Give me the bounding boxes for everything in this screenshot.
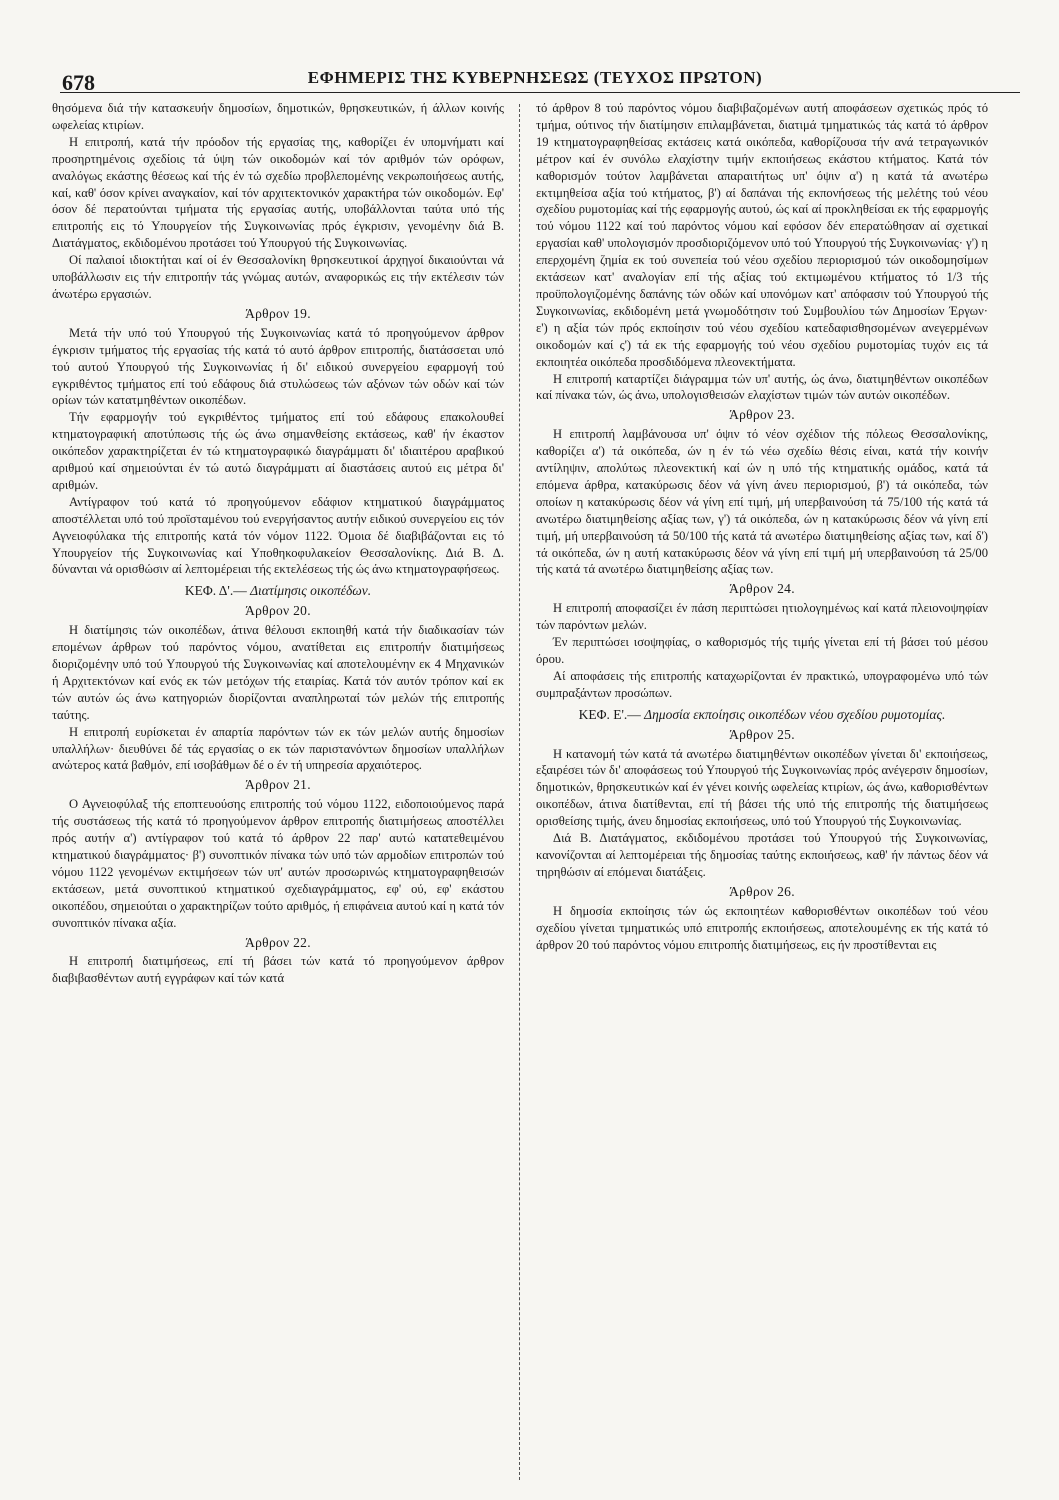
article-heading: Άρθρον 22.: [245, 934, 311, 950]
paragraph: Ο Αγνειοφύλαξ τής εποπτευούσης επιτροπής τού νόμου 1122, ειδοποιούμενος παρά τής συστάσεως τής κατά τό προηγούμενον άρθρον επιτροπής διατιμήσεως αποστέλλει πρός αυτήν α') αντίγραφον τού κατά τό άρθρον 22 παρ' αυτώ κατατεθειμένου κτηματικού διαγράμματος· β') συνοπτικόν πίνακα τών υπό τών αρμοδίων επιτροπών τού νόμου 1122 γενομένων εκτιμήσεων τών υπ' αυτών προσωρινώς κτηματογραφηθεισών εκτάσεων, μετά συνοπτικού κτηματικού σχεδιαγράμματος, εφ' ού, εφ' εκάστου οικοπέδου, σημειούται ο χαρακτηρίζων τούτο αριθμός, ή επιφάνεια αυτού καί η κατά τόν συνοπτικόν πίνακα αξία.: [52, 797, 504, 930]
left-column: [52, 100, 504, 1485]
paragraph: Η διατίμησις τών οικοπέδων, άτινα θέλουσι εκποιηθή κατά τήν διαδικασίαν τών επομένων άρθρων τού παρόντος νόμου, ανατίθεται εις επιτροπήν διατιμήσεως διοριζομένην υπό τού Υπουργού τής Συγκοινωνίας καί αποτελουμένην εκ 4 Μηχανικών ή Αρχιτεκτόνων καί ενός εκ τών μετόχων τής εταιρίας. Κατά τόν αυτόν τρόπον καί εκ τών αυτών ώς άνω κατηγοριών διορίζονται αναπληρωταί τών μελών τής επιτροπής ταύτης.: [52, 623, 504, 722]
paragraph: Η επιτροπή καταρτίζει διάγραμμα τών υπ' αυτής, ώς άνω, διατιμηθέντων οικοπέδων καί πίνακα τών, ώς άνω, υπολογισθεισών ελαχίστων τιμών τών αυτών οικοπέδων.: [536, 371, 988, 403]
paragraph: θησόμενα διά τήν κατασκευήν δημοσίων, δημοτικών, θρησκευτικών, ή άλλων κοινής ωφελείας κτιρίων.: [52, 101, 504, 132]
paragraph: Η κατανομή τών κατά τά ανωτέρω διατιμηθέντων οικοπέδων γίνεται δι' εκποιήσεως, εξαιρέσει τών δι' αποφάσεως τού Υπουργού τής Συγκοινωνίας πρός ανέγερσιν δημοσίων, δημοτικών, θρησκευτικών καί έν γένει κοινής ωφελείας κτιρίων, ώς άνω, καθορισθέντων οικοπέδων, άτινα διατίθενται, επί τή βάσει τής υπό τής επιτροπής τής διατιμήσεως ορισθείσης τιμής, άνευ δημοσίας εκποιήσεως, υπό τού Υπουργού τής Συγκοινωνίας.: [536, 746, 988, 829]
paragraph: Έν περιπτώσει ισοψηφίας, ο καθορισμός τής τιμής γίνεται επί τή βάσει τού μέσου όρου.: [536, 635, 988, 666]
article-heading: Άρθρον 21.: [245, 777, 311, 793]
paragraph: Διά Β. Διατάγματος, εκδιδομένου προτάσει τού Υπουργού τής Συγκοινωνίας, κανονίζονται αί λεπτομέρειαι τής δημοσίας ταύτης εκποιήσεως, καθ' ήν πάντως δέον νά τηρηθώσιν αί επόμεναι διατάξεις.: [536, 831, 988, 879]
paragraph: Αντίγραφον τού κατά τό προηγούμενον εδάφιον κτηματικού διαγράμματος αποστέλλεται υπό τού προϊσταμένου τού ενεργήσαντος αυτήν ειδικού συνεργείου εις τόν Αγνειοφύλακα τής επιτροπής κατά τόν νόμον 1122. Όμοια δέ διαβιβάζονται εις τό Υπουργείον τής Συγκοινωνίας καί Υποθηκοφυλακείον Θεσσαλονίκης. Διά Β. Δ. δύνανται νά ορισθώσιν αί λεπτομέρειαι τής εκτελέσεως τής ώς άνω κτηματογραφήσεως.: [52, 494, 504, 577]
chapter-title: Δημοσία εκποίησις οικοπέδων νέου σχεδίου ρυμοτομίας.: [644, 706, 946, 722]
article-heading: Άρθρον 19.: [245, 305, 311, 321]
chapter-label: ΚΕΦ. Δ'.—: [184, 583, 247, 599]
chapter-title: Διατίμησις οικοπέδων.: [250, 583, 372, 599]
chapter-heading: [52, 583, 504, 600]
paragraph: Η επιτροπή λαμβάνουσα υπ' όψιν τό νέον σχέδιον τής πόλεως Θεσσαλονίκης, καθορίζει α') τά οικόπεδα, ών η έν τώ νέω σχεδίω θέσις είναι, κατά τήν κοινήν αντίληψιν, απολύτως πλεονεκτική καί ών η υπό τής κτηματικής ομάδος, κατά τά επόμενα άρθρα, κατακύρωσις δέον νά γίνη άνευ περιορισμού, β') τά οικόπεδα, τών οποίων η κατακύρωσις δέον νά γίνη επί τιμή, μή υπερβαινούση τά 75/100 τής κατά τά ανωτέρω διατιμηθείσης αξίας των, γ') τά οικόπεδα, ών η κατακύρωσις δέον νά γίνη επί τιμή, μή υπερβαινούση τά 50/100 τής κατά τά ανωτέρω διατιμηθείσης αξίας των, καί δ') τά οικόπεδα, ών η αυτή κατακύρωσις δέον νά γίνη επί τιμή μή υπερβαινούση τά 25/00 τής κατά τά ανωτέρω διατιμηθείσης αξίας των.: [536, 427, 988, 577]
chapter-heading: [536, 707, 988, 724]
article-heading: Άρθρον 24.: [729, 581, 795, 597]
paragraph: Η επιτροπή, κατά τήν πρόοδον τής εργασίας της, καθορίζει έν υπομνήματι καί προσηρτημένοις σχεδίοις τά ύψη τών οικοδομών καί τόν αριθμόν τών ορόφων, αναλόγως εκάστης θέσεως καί τής έν τώ σχεδίω προβλεπομένης νεκρωποιήσεως αυτής, καί, καθ' όσον κρίνει αναγκαίον, καί τόν αρχιτεκτονικόν χαρακτήρα τών οικοδομών. Εφ' όσον δέ περατούνται τμήματα τής εργασίας αυτής, υποβάλλονται ταύτα υπό τής επιτροπής εις τό Υπουργείον τής Συγκοινωνίας πρός έγκρισιν, γενομένην διά Β. Διατάγματος, εκδιδομένου προτάσει τού Υπουργού τής Συγκοινωνίας.: [52, 134, 504, 251]
paragraph: Τήν εφαρμογήν τού εγκριθέντος τμήματος επί τού εδάφους επακολουθεί κτηματογραφική αποτύπωσις τής ώς άνω σημανθείσης εκτάσεως, καθ' ήν έκαστον οικόπεδον χαρακτηρίζεται έν τώ κτηματογραφικώ διαγράμματι δι' ιδιαιτέρου αραβικού αριθμού καί σημειούνται έν τώ αυτώ διαγράμματι αί διαστάσεις αυτού εις μέτρα δι' αριθμών.: [52, 410, 504, 492]
article-heading: Άρθρον 26.: [729, 883, 795, 899]
article-heading: Άρθρον 23.: [729, 407, 795, 423]
paragraph: Αί αποφάσεις τής επιτροπής καταχωρίζονται έν πρακτικώ, υπογραφομένω υπό τών συμπραξάντων προσώπων.: [536, 668, 988, 700]
paragraph: Μετά τήν υπό τού Υπουργού τής Συγκοινωνίας κατά τό προηγούμενον άρθρον έγκρισιν τμήματος τής εργασίας τής κατά τό αυτό άρθρον επιτροπής, διατάσσεται υπό τού αυτού Υπουργού τής Συγκοινωνίας ή δι' ειδικού συνεργείου εφαρμογή τού εγκριθέντος τμήματος επί τού εδάφους διά στυλώσεως τών αξόνων τών οδών καί τών ορίων τών κατατμηθέντων οικοπέδων.: [52, 325, 504, 408]
article-heading: Άρθρον 25.: [729, 726, 795, 742]
paragraph: Η επιτροπή ευρίσκεται έν απαρτία παρόντων τών εκ τών μελών αυτής δημοσίων υπαλλήλων· διευθύνει δέ τάς εργασίας ο εκ τών παριστανόντων δημοσίων υπαλλήλων ανώτερος κατά βαθμόν, επί ισοβάθμων δέ ο έν τή υπηρεσία αρχαιότερος.: [52, 724, 504, 773]
column-divider: [519, 104, 520, 1480]
paragraph: Η δημοσία εκποίησις τών ώς εκποιητέων καθορισθέντων οικοπέδων τού νέου σχεδίου γίνεται τμηματικώς υπό επιτροπής εκποιήσεως, αποτελουμένης εκ τής κατά τό άρθρον 20 τού παρόντος νόμου επιτροπής διατιμήσεως, εις ήν προστίθενται εις: [536, 903, 988, 952]
article-heading: Άρθρον 20.: [245, 603, 311, 619]
header-rule: [60, 92, 1020, 93]
paragraph: Οί παλαιοί ιδιοκτήται καί οί έν Θεσσαλονίκη θρησκευτικοί άρχηγοί δικαιούνται νά υποβάλλωσιν εις τήν επιτροπήν τάς γνώμας αυτών, αναφορικώς εις τήν εκτέλεσιν τών άνωτέρω εργασιών.: [52, 253, 504, 301]
running-head: ΕΦΗΜΕΡΙΣ ΤΗΣ ΚΥΒΕΡΝΗΣΕΩΣ (ΤΕΥΧΟΣ ΠΡΩΤΟΝ): [307, 68, 763, 87]
right-column: [536, 100, 988, 1485]
paragraph: τό άρθρον 8 τού παρόντος νόμου διαβιβαζομένων αυτή αποφάσεων σχετικώς πρός τό τμήμα, ούτινος τήν διατίμησιν επιλαμβάνεται, διατιμά τμηματικώς τάς κατά τό άρθρον 19 κτηματογραφηθείσας εκτάσεις κατά οικόπεδα, καθορίζουσα τήν ανά τετραγωνικόν μέτρον καί έν συνόλω ελαχίστην τιμήν εκποιήσεως εκάστου κτήματος. Κατά τόν καθορισμόν τούτον λαμβάνεται απαραιτήτως υπ' όψιν α') η κατά τά ανωτέρω εκτιμηθείσα αξία τού κτήματος, β') αί δαπάναι τής εκπονήσεως τής μελέτης τού νέου σχεδίου ρυμοτομίας καί τής εφαρμογής αυτού, ώς καί αί προκληθείσαι εκ τής εφαρμογής τού νόμου 1122 καί τού παρόντος νόμου καί εφόσον δέν επερατώθησαν αί σχετικαί εργασίαι καθ' υπολογισμόν προσδιοριζόμενον υπό τού Υπουργού τής Συγκοινωνίας· γ') η επερχομένη ζημία εκ τού συνεπεία τού νέου σχεδίου περιορισμού τών οικοδομησίμων εκτάσεων κατ' αναλογίαν επί τής αξίας τού εκτιμωμένου κτήματος τό 1/3 τής προϋπολογιζομένης δαπάνης τών οδών καί υπονόμων κατ' απόφασιν τού Υπουργού τής Συγκοινωνίας, εκδιδομένη μετά γνωμοδότησιν τού Συμβουλίου τών Δημοσίων Έργων· ε') η αξία τών πρός εκποίησιν τού νέου σχεδίου κατεδαφισθησομένων ανεγερμένων οικοδομών καί ς') τά εκ τής εφαρμογής τού νέου σχεδίου ρυμοτομίας τυχόν εις τά εκποιητέα οικόπεδα προσδιδόμενα πλεονεκτήματα.: [536, 101, 988, 369]
paragraph: Η επιτροπή αποφασίζει έν πάση περιπτώσει ητιολογημένως καί κατά πλειονοψηφίαν τών παρόντων μελών.: [536, 601, 988, 633]
paragraph: Η επιτροπή διατιμήσεως, επί τή βάσει τών κατά τό προηγούμενον άρθρον διαβιβασθέντων αυτή εγγράφων καί τών κατά: [52, 954, 504, 986]
chapter-label: ΚΕΦ. Ε'.—: [578, 706, 641, 722]
page-number: 678: [62, 70, 95, 95]
